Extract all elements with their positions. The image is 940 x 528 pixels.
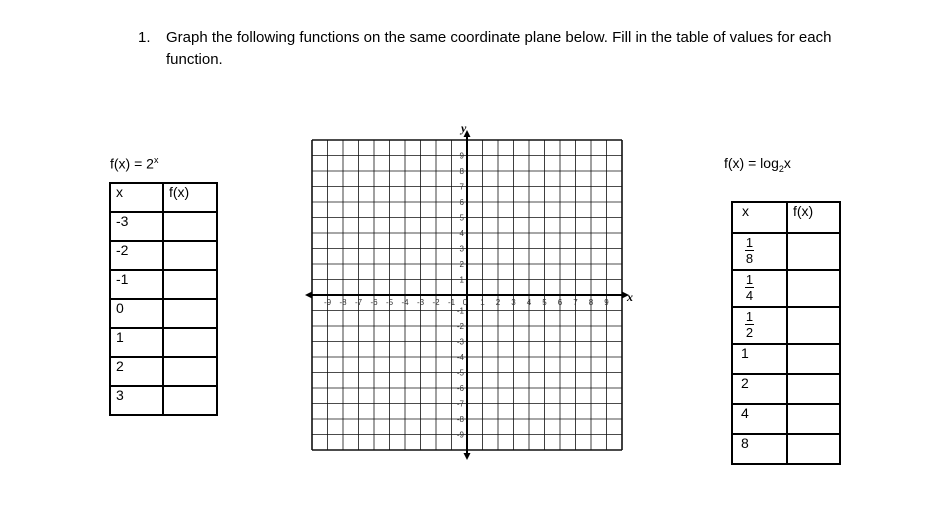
table-row: [110, 357, 217, 386]
x-cell: [732, 270, 787, 307]
question-number: 1.: [138, 29, 151, 46]
y-tick-label: 1: [459, 275, 464, 285]
fx-cell[interactable]: [163, 241, 217, 270]
fx-cell[interactable]: [787, 434, 840, 464]
fx-cell[interactable]: [787, 404, 840, 434]
fx-cell[interactable]: [163, 357, 217, 386]
x-tick-label: -3: [416, 298, 425, 307]
y-tick-label: 9: [459, 151, 464, 161]
left-title-exponent: x: [153, 155, 159, 165]
x-tick-label: -8: [339, 298, 347, 307]
x-tick-label: 8: [588, 298, 594, 307]
y-tick-label: 3: [459, 244, 464, 254]
x-tick-label: 5: [542, 298, 547, 307]
fx-cell[interactable]: [163, 328, 217, 357]
y-tick-label: -7: [456, 399, 464, 409]
fx-cell[interactable]: [787, 374, 840, 404]
x-tick-label: -4: [401, 298, 409, 307]
table-row: [110, 386, 217, 415]
x-cell: -3: [110, 212, 163, 241]
fx-cell[interactable]: [163, 212, 217, 241]
fx-cell[interactable]: [787, 307, 840, 344]
x-tick-label: 4: [526, 298, 532, 307]
y-tick-label: 4: [459, 229, 464, 238]
table-row: [732, 374, 840, 404]
x-tick-label: -9: [323, 298, 332, 307]
table-row: [732, 270, 840, 307]
y-axis-label: y: [461, 121, 467, 135]
x-tick-label: 7: [573, 298, 578, 307]
y-tick-label: 7: [459, 182, 464, 192]
table-row: [110, 241, 217, 270]
y-tick-label: -5: [456, 368, 464, 378]
axes: [305, 130, 629, 460]
x-tick-label: -5: [385, 298, 394, 307]
fraction-numerator: 1: [745, 309, 754, 324]
x-cell: 3: [110, 386, 163, 415]
y-tick-label: -4: [456, 353, 464, 362]
fraction: [745, 236, 754, 265]
table-row: [110, 270, 217, 299]
right-table-title: [724, 155, 791, 174]
x-tick-label: 2: [495, 298, 501, 307]
fx-cell[interactable]: [163, 299, 217, 328]
fraction: [745, 273, 754, 302]
x-cell: -1: [110, 270, 163, 299]
y-tick-label: 6: [459, 198, 464, 207]
left-title-base: f(x) = 2: [110, 155, 154, 172]
table-row: [110, 212, 217, 241]
x-tick-label: 1: [480, 298, 485, 307]
left-value-table: [109, 182, 218, 416]
x-cell: 0: [110, 299, 163, 328]
y-tick-label: -9: [456, 430, 464, 440]
x-tick-label: 6: [557, 298, 563, 307]
x-cell: 2: [732, 374, 787, 404]
coordinate-plane[interactable]: [300, 120, 640, 460]
x-tick-label: 0: [462, 298, 468, 307]
table-header-row: [732, 202, 840, 233]
x-tick-label: -1: [447, 298, 456, 307]
x-tick-label: -7: [354, 298, 363, 307]
x-axis-label: x: [627, 290, 633, 304]
x-tick-label: 9: [604, 298, 609, 307]
fraction-denominator: 4: [745, 288, 754, 303]
table-row: [732, 434, 840, 464]
fx-cell[interactable]: [163, 270, 217, 299]
x-tick-label: 3: [511, 298, 516, 307]
x-cell: 4: [732, 404, 787, 434]
x-tick-label: -6: [370, 298, 378, 307]
y-tick-label: -6: [456, 384, 464, 393]
question-text: Graph the following functions on the same coordinate plane below. Fill in the table of values for each function.: [166, 29, 832, 68]
x-axis-arrow-left: [305, 292, 312, 299]
table-row: [732, 404, 840, 434]
x-cell: 2: [110, 357, 163, 386]
header-fx: f(x): [163, 183, 217, 212]
y-tick-label: -2: [456, 322, 464, 331]
fx-cell[interactable]: [163, 386, 217, 415]
y-tick-label: 8: [459, 167, 464, 176]
table-row: [110, 328, 217, 357]
x-cell: [732, 307, 787, 344]
fraction-numerator: 1: [745, 272, 754, 287]
y-tick-label: 2: [459, 260, 464, 269]
x-tick-label: -2: [432, 298, 440, 307]
fraction-numerator: 1: [745, 235, 754, 250]
x-cell: 1: [732, 344, 787, 374]
y-tick-label: -3: [456, 337, 464, 347]
header-x: x: [110, 183, 163, 212]
fraction: [745, 310, 754, 339]
right-title-prefix: f(x) = log: [724, 155, 779, 171]
header-fx: f(x): [787, 202, 840, 233]
y-tick-label: -1: [456, 306, 464, 316]
y-tick-label: -8: [456, 415, 464, 424]
y-tick-label: 5: [459, 213, 464, 223]
table-header-row: [110, 183, 217, 212]
right-title-suffix: x: [783, 155, 791, 171]
table-row: [732, 307, 840, 344]
fx-cell[interactable]: [787, 344, 840, 374]
y-axis-arrow-down: [464, 453, 471, 460]
fraction-denominator: 2: [745, 325, 754, 340]
x-cell: [732, 233, 787, 270]
fx-cell[interactable]: [787, 233, 840, 270]
table-row: [110, 299, 217, 328]
x-cell: 1: [110, 328, 163, 357]
table-row: [732, 344, 840, 374]
fx-cell[interactable]: [787, 270, 840, 307]
header-x: x: [732, 202, 787, 233]
table-row: [732, 233, 840, 270]
fraction-denominator: 8: [745, 251, 754, 266]
right-value-table: [731, 201, 841, 465]
left-table-title: [110, 155, 158, 172]
right-title-base: 2: [778, 163, 784, 174]
x-cell: -2: [110, 241, 163, 270]
x-cell: 8: [732, 434, 787, 464]
